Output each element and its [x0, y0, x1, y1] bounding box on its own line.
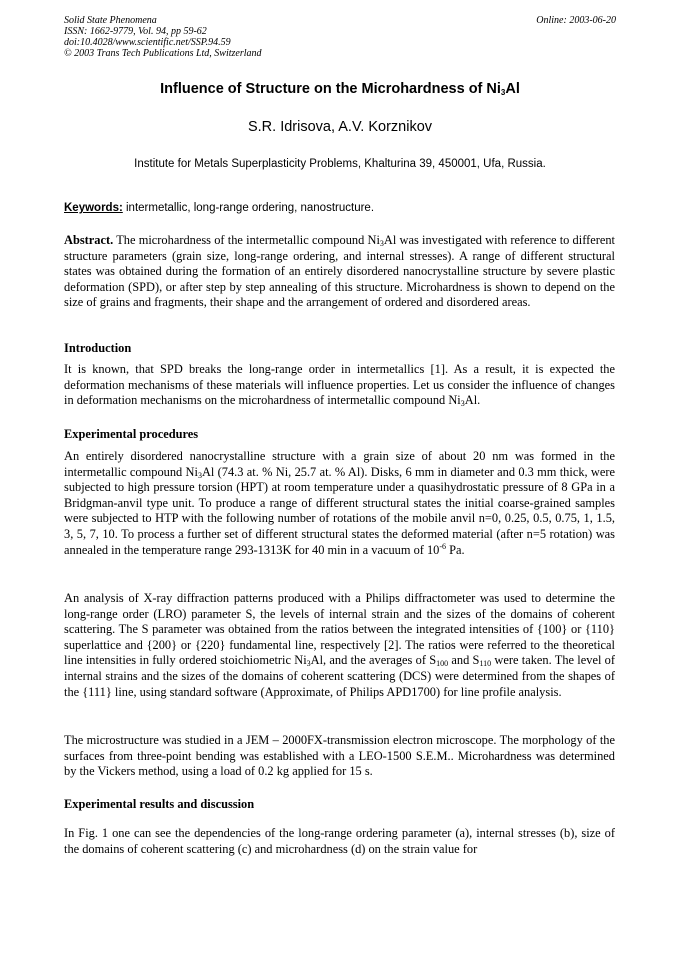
exp-p1-subscript: 3 — [197, 470, 202, 480]
exp-p1-superscript: -6 — [439, 541, 447, 551]
keywords-text: intermetallic, long-range ordering, nanostructure. — [122, 202, 375, 214]
paper-title — [64, 80, 616, 98]
affiliation: Institute for Metals Superplasticity Problems, Khalturina 39, 450001, Ufa, Russia. — [134, 158, 546, 170]
intro-text-end: Al. — [464, 393, 481, 408]
exp-p2-text-3: and S — [448, 653, 480, 668]
abstract-text-cont: Al was investigated with reference to different structure parameters (grain size, long-range ordering, and internal stresses). A range of different structural states was obtained during the formation of an entirely disordered nanocrystalline structure by severe plastic deformation (SPD), or after step by step annealing of this structure. Microhardness is shown to depend on the size of grains and fragments, their shape and the arrangement of ordered and disordered areas. — [64, 233, 615, 310]
keywords — [64, 201, 616, 215]
journal-name: Solid State Phenomena — [64, 15, 157, 26]
exp-p2-subscript-3: 110 — [479, 659, 492, 669]
intro-subscript: 3 — [460, 399, 465, 409]
intro-text: It is known, that SPD breaks the long-range order in intermetallics [1]. As a result, it is expected the deformation mechanisms of these materials will influence properties. Let us consider the influence of changes in deformation mechanisms on the microhardness of intermetallic compound Ni — [64, 362, 615, 408]
exp-p1-text: An entirely disordered nanocrystalline structure with a grain size of about 20 nm was formed in the intermetallic compound Ni — [64, 449, 615, 479]
experimental-paragraph-3: The microstructure was studied in a JEM – 2000FX-transmission electron microscope. The morphology of the surfaces from three-point bending was established with a LEO-1500 S.E.M.. Microhardness was determined by the Vickers method, using a load of 0.2 kg applied for 15 s. — [64, 733, 615, 779]
online-date: Online: 2003-06-20 — [536, 15, 616, 26]
title-text-end: Al — [505, 81, 520, 97]
abstract-text: The microhardness of the intermetallic compound Ni — [113, 233, 380, 247]
exp-p2-text: An analysis of X-ray diffraction patterns produced with a Philips diffractometer was used to determine the long-range order (LRO) parameter S, the levels of internal strain and the sizes of the domains of coherent scattering. The S parameter was obtained from the ratios between the integrated intensities of {100} or {110} superlattice and {200} or {220} fundamental line, respectively [2]. The ratios were referred to the theoretical line intensities in fully ordered stoichiometric Ni — [64, 591, 615, 668]
keywords-label: Keywords: — [64, 202, 123, 214]
experimental-procedures-heading: Experimental procedures — [64, 427, 199, 441]
abstract-label: Abstract. — [64, 233, 114, 247]
doi-line: doi:10.4028/www.scientific.net/SSP.94.59 — [64, 37, 231, 48]
exp-p2-subscript-2: 100 — [436, 659, 449, 669]
experimental-paragraph-1 — [64, 449, 615, 558]
exp-p2-text-2: Al, and the averages of S — [310, 653, 437, 668]
introduction-paragraph — [64, 362, 615, 409]
copyright-line: © 2003 Trans Tech Publications Ltd, Switzerland — [64, 48, 262, 59]
exp-p1-text-cont: Al (74.3 at. % Ni, 25.7 at. % Al). Disks, 6 mm in diameter and 0.3 mm thick, were subjected to high pressure torsion (HPT) at room temperature under a quasihydrostatic pressure of 8 GPa in a Bridgman-anvil type unit. To produce a range of different structural states the initial coarse-grained samples were subjected to HTP with the following number of rotations of the mobile anvil n=0, 0.25, 0.5, 0.75, 1, 1.5, 3, 5, 7, 10. To process a further set of different structural states the deformed material (after n=5 rotation) was annealed in the temperature range 293-1313K for 40 min in a vacuum of 10 — [64, 464, 615, 557]
abstract-subscript: 3 — [379, 239, 384, 248]
results-heading: Experimental results and discussion — [64, 797, 255, 811]
abstract — [64, 233, 615, 311]
authors: S.R. Idrisova, A.V. Korznikov — [247, 119, 433, 135]
exp-p2-text-4: were taken. The level of internal strains and the sizes of the domains of coherent scattering (DCS) were determined from the shapes of the {111} line, using standard software (Approximate, of Philips APD1700) for line profile analysis. — [64, 653, 615, 699]
title-subscript: 3 — [500, 88, 506, 97]
exp-p1-text-end: Pa. — [446, 542, 465, 557]
introduction-heading: Introduction — [64, 341, 132, 355]
journal-header — [64, 15, 616, 59]
title-text: Influence of Structure on the Microhardness of Ni — [160, 81, 501, 97]
exp-p2-subscript-1: 3 — [306, 659, 311, 669]
results-paragraph: In Fig. 1 one can see the dependencies of the long-range ordering parameter (a), internal stresses (b), size of the domains of coherent scattering (c) and microhardness (d) on the strain value for — [64, 826, 615, 856]
issn-line: ISSN: 1662-9779, Vol. 94, pp 59-62 — [64, 26, 207, 37]
experimental-paragraph-2 — [64, 591, 615, 700]
